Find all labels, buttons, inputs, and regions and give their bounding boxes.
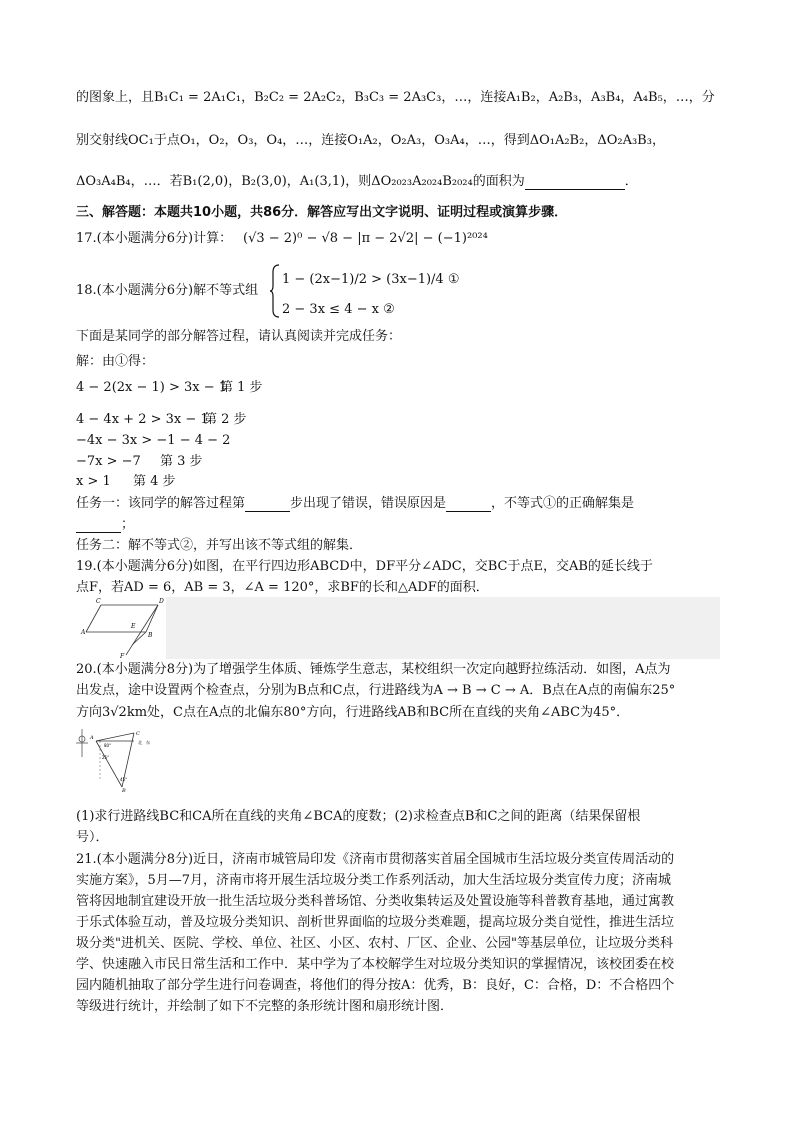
step-2: 4 − 4x + 2 > 3x − 1 [76, 412, 209, 427]
label-east: 东 [146, 740, 150, 745]
step-3-tag: 第 3 步 [160, 454, 203, 469]
q20-questions-2: 号）． [76, 830, 109, 845]
q17-expression: (√3 − 2)⁰ − √8 − |π − 2√2| − (−1)²⁰²⁴ [243, 231, 488, 246]
task-1-blank-1[interactable] [245, 497, 290, 512]
task-1-d: ； [121, 517, 135, 532]
q18-solution-start: 解：由①得： [76, 354, 155, 369]
text-line-3a: ΔO₃A₄B₄，…．若B₁(2,0)，B₂(3,0)，A₁(3,1)，则ΔO₂₀₂₃A₂₀₂₄B₂₀₂₄的面积为 [76, 174, 525, 189]
q20-line-2: 出发点，途中设置两个检查点，分别为B点和C点，行进路线为A → B → C → A．B点在A点的南偏东25° [76, 683, 676, 698]
label-f: F [120, 653, 125, 659]
label-b: B [122, 788, 126, 793]
q21-line-7: 园内随机抽取了部分学生进行问卷调查，将他们的得分按A：优秀，B：良好，C：合格，D：不合格四个 [76, 978, 675, 993]
q20-questions-1: (1)求行进路线BC和CA所在直线的夹角∠BCA的度数；(2)求检查点B和C之间的距离（结果保留根 [76, 809, 641, 824]
step-4-tag: 第 4 步 [133, 474, 176, 489]
q21-line-4: 于乐式体验互动，普及垃圾分类知识、剖析世界面临的垃圾分类难题，提高垃圾分类自觉性，推进生活垃 [76, 915, 675, 930]
q21-line-8: 等级进行统计，并绘制了如下不完整的条形统计图和扇形统计图． [76, 999, 454, 1014]
task-1-a: 任务一：该同学的解答过程第 [76, 496, 246, 511]
label-25deg: 25° [102, 755, 110, 760]
step-2b: −4x − 3x > −1 − 4 − 2 [76, 433, 231, 448]
q18-inequality-1: 1 − (2x−1)/2 > (3x−1)/4 ① [282, 272, 460, 287]
q18-inequality-2: 2 − 3x ≤ 4 − x ② [282, 302, 395, 317]
q20-line-3: 方向3√2km处，C点在A点的北偏东80°方向，行进路线AB和BC所在直线的夹角∠ABC为45°． [76, 705, 630, 720]
label-b: B [148, 632, 153, 639]
q17-label: 17.(本小题满分6分)计算： [76, 231, 233, 246]
label-c: C [96, 598, 101, 605]
task-1-c: ，不等式①的正确解集是 [491, 496, 635, 511]
q20-route-figure [76, 727, 156, 797]
text-line-3 [76, 174, 638, 190]
q21-line-5: 圾分类"进机关、医院、学校、单位、社区、小区、农村、厂区、企业、公园"等基层单位，让垃圾分类科 [76, 936, 673, 951]
step-1: 4 − 2(2x − 1) > 3x − 1 [76, 380, 228, 395]
q21-line-1: 21.(本小题满分8分)近日，济南市城管局印发《济南市贯彻落实首届全国城市生活垃圾分类宣传周活动的 [76, 852, 675, 867]
task-1-continued [76, 517, 134, 533]
q18-label: 18.(本小题满分6分)解不等式组 [76, 283, 259, 298]
label-e: E [131, 623, 136, 630]
label-a: A [90, 735, 94, 741]
step-4: x > 1 [76, 474, 111, 489]
answer-blank[interactable] [525, 175, 625, 190]
label-80deg: 80° [104, 743, 112, 748]
label-d: D [159, 598, 164, 605]
task-1-blank-2[interactable] [446, 497, 491, 512]
label-a: A [81, 629, 86, 636]
q19-line-2: 点F，若AD = 6，AB = 3，∠A = 120°，求BF的长和△ADF的面积． [76, 580, 489, 595]
brace-icon [270, 264, 280, 322]
q21-line-2: 实施方案》，5月—7月，济南市将开展生活垃圾分类工作系列活动，加大生活垃圾分类宣传力度；济南城 [76, 873, 672, 888]
label-north: 北 [138, 740, 142, 745]
text-line-2: 别交射线OC₁于点O₁，O₂，O₃，O₄，…，连接O₁A₂，O₂A₃，O₃A₄，…，得到ΔO₁A₂B₂，ΔO₂A₃B₃， [76, 133, 665, 148]
q19-line-1: 19.(本小题满分6分)如图，在平行四边形ABCD中，DF平分∠ADC，交BC于点E，交AB的延长线于 [76, 559, 653, 574]
figure-placeholder-area [166, 597, 720, 659]
step-2-tag: 第 2 步 [204, 412, 247, 427]
q21-line-6: 学、快速融入市民日常生活和工作中．某中学为了本校解学生对垃圾分类知识的掌握情况，该校团委在校 [76, 957, 675, 972]
step-1-tag: 第 1 步 [220, 380, 263, 395]
q19-parallelogram-figure [76, 597, 166, 663]
label-45deg: 45° [120, 777, 128, 782]
step-3: −7x > −7 [76, 454, 141, 469]
section-heading: 三、解答题：本题共10小题，共86分．解答应写出文字说明、证明过程或演算步骤． [76, 205, 568, 220]
q20-line-1: 20.(本小题满分8分)为了增强学生体质、锤炼学生意志，某校组织一次定向越野拉练活动．如图，A点为 [76, 662, 671, 677]
task-2: 任务二：解不等式②，并写出该不等式组的解集． [76, 538, 363, 553]
q18-intro: 下面是某同学的部分解答过程，请认真阅读并完成任务： [76, 329, 402, 344]
text-line-1: 的图象上，且B₁C₁ = 2A₁C₁，B₂C₂ = 2A₂C₂，B₃C₃ = 2A₃C₃，…，连接A₁B₂，A₂B₃，A₃B₄，A₄B₅，…，分 [76, 90, 715, 105]
task-1 [76, 496, 634, 512]
label-c: C [136, 731, 140, 737]
q21-line-3: 管将因地制宜建设开放一批生活垃圾分类科普场馆、分类收集转运及处置设施等科普教育基地，通过寓教 [76, 894, 675, 909]
task-1-blank-3[interactable] [76, 518, 121, 533]
task-1-b: 步出现了错误，错误原因是 [290, 496, 447, 511]
text-line-3b: ． [624, 174, 638, 189]
